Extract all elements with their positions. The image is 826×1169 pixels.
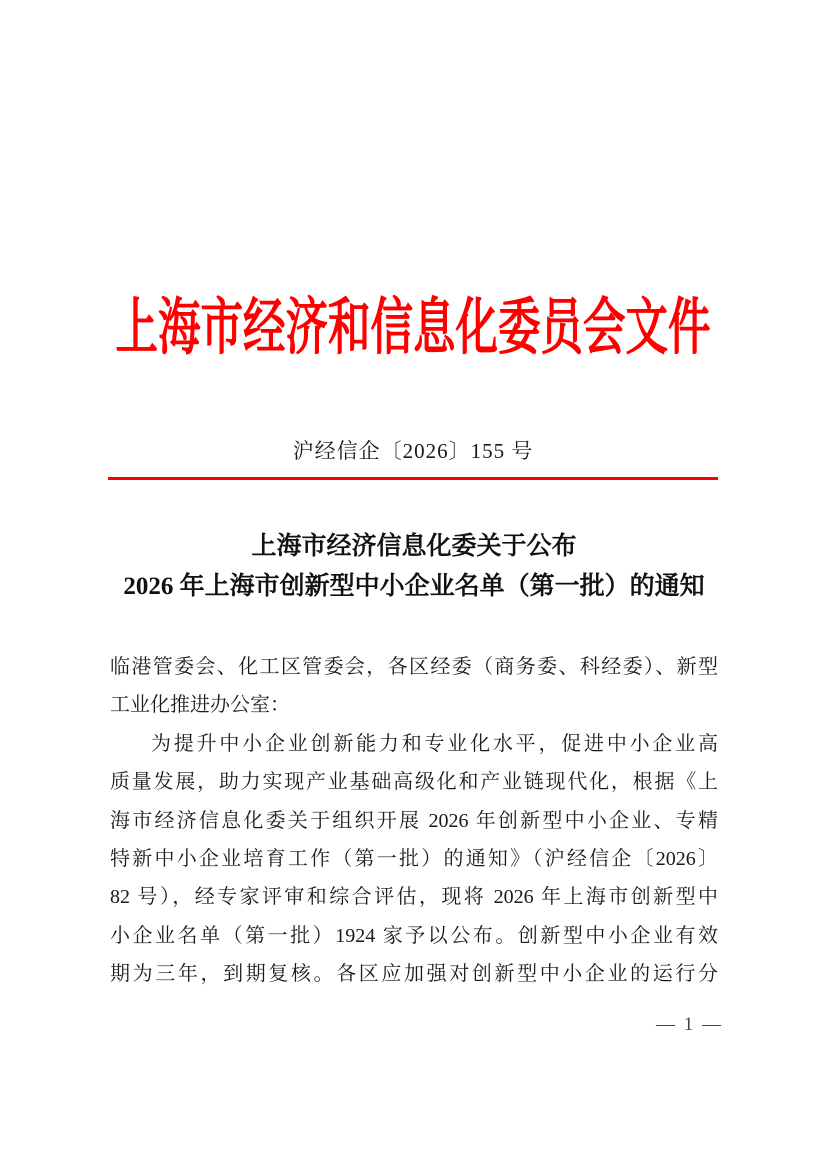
body-line-recipients-2: 工业化推进办公室： <box>110 694 290 717</box>
agency-header-title: 上海市经济和信息化委员会文件 <box>115 294 711 363</box>
body-line-recipients-1: 临港管委会、化工区管委会，各区经委（商务委、科经委）、新型 <box>110 656 718 678</box>
body-line-paragraph-1: 为提升中小企业创新能力和专业化水平，促进中小企业高 <box>151 732 718 755</box>
notice-body <box>110 648 718 994</box>
notice-title <box>110 527 718 607</box>
body-line-paragraph-6: 小企业名单（第一批）1924 家予以公布。创新型中小企业有效 <box>110 924 718 947</box>
notice-title-line-2: 2026 年上海市创新型中小企业名单（第一批）的通知 <box>123 573 705 600</box>
body-line-paragraph-5: 82 号），经专家评审和综合评估，现将 2026 年上海市创新型中 <box>110 886 718 909</box>
body-line-paragraph-4: 特新中小企业培育工作（第一批）的通知》（沪经信企〔2026〕 <box>110 848 718 871</box>
notice-title-line-1: 上海市经济信息化委关于公布 <box>251 533 577 560</box>
body-line-paragraph-2: 质量发展，助力实现产业基础高级化和产业链现代化，根据《上 <box>110 771 718 794</box>
document-reference-number: 沪经信企〔2026〕155 号 <box>292 439 534 463</box>
page-number: — 1 — <box>656 1014 723 1035</box>
red-divider-line <box>108 477 718 480</box>
body-line-paragraph-7: 期为三年，到期复核。各区应加强对创新型中小企业的运行分 <box>110 963 718 986</box>
body-line-paragraph-3: 海市经济信息化委关于组织开展 2026 年创新型中小企业、专精 <box>110 809 718 832</box>
